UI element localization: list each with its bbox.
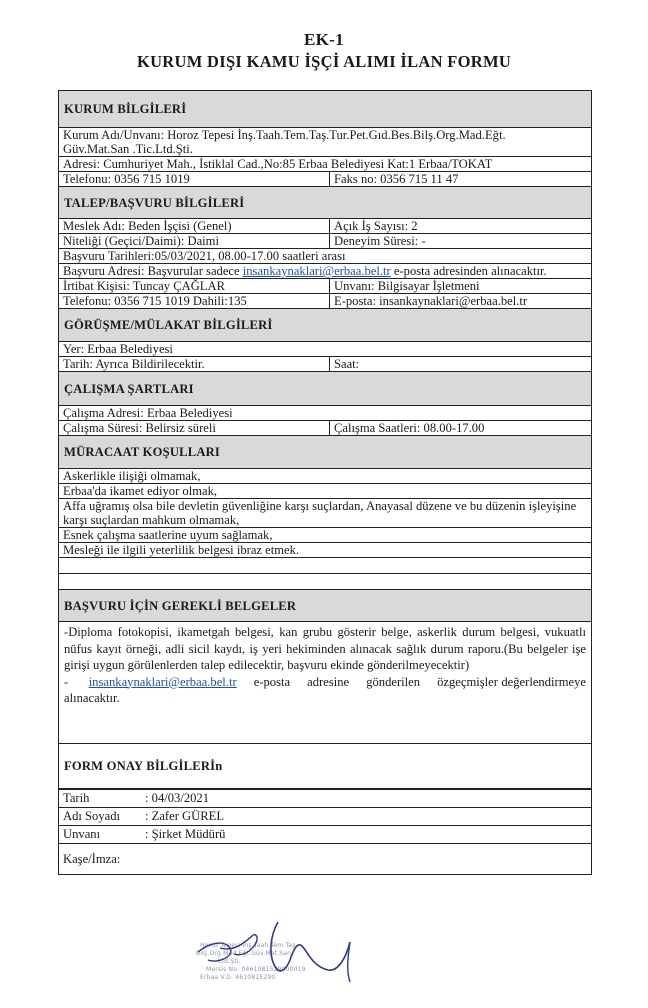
application-email-link[interactable]: insankaynaklari@erbaa.bel.tr [242, 264, 391, 278]
talep-row-4 [59, 264, 591, 279]
form-annex-label: EK-1 [304, 30, 344, 49]
section-gorusme-title: GÖRÜŞME/MÜLAKAT BİLGİLERİ [64, 318, 273, 332]
approval-name-row [59, 808, 591, 826]
condition-row [59, 543, 591, 558]
work-address: Çalışma Adresi: Erbaa Belediyesi [63, 406, 233, 420]
kurum-address: Adresi: Cumhuriyet Mah., İstiklal Cad.,No:85 Erbaa Belediyesi Kat:1 Erbaa/TOKAT [63, 157, 493, 171]
section-belgeler-title: BAŞVURU İÇİN GEREKLİ BELGELER [64, 598, 297, 613]
talep-row-3 [59, 249, 591, 264]
kurum-name-line1: Kurum Adı/Unvanı: Horoz Tepesi İnş.Taah.Tem.Taş.Tur.Pet.Gıd.Bes.Bilş.Org.Mad.Eğt. [63, 128, 506, 142]
condition-row [59, 528, 591, 543]
documents-row [59, 622, 591, 744]
talep-row-6 [59, 294, 591, 309]
approval-signature-row [59, 844, 591, 874]
approval-signature-label: Kaşe/İmza: [63, 851, 121, 866]
interview-time: Saat: [329, 357, 591, 371]
stamp-line: Horoz Tepesi İnş.Taah.Tem.Taş. [200, 942, 298, 949]
kurum-phone: Telefonu: 0356 715 1019 [63, 172, 190, 186]
condition-row [59, 484, 591, 499]
work-hours: Çalışma Saatleri: 08.00-17.00 [329, 421, 591, 435]
section-muracaat-title: MÜRACAAT KOŞULLARI [64, 445, 221, 459]
calisma-row-1 [59, 406, 591, 421]
application-address [59, 264, 591, 278]
work-duration: Çalışma Süresi: Belirsiz süreli [63, 421, 216, 435]
condition-row [59, 469, 591, 484]
stamp-line: Bilş.Org.Mad.Eğt.Güv.Mat.San. [196, 950, 294, 957]
section-talep [59, 187, 591, 219]
form-title: KURUM DIŞI KAMU İŞÇİ ALIMI İLAN FORMU [136, 52, 512, 71]
section-calisma [59, 372, 591, 406]
condition-row-empty [59, 574, 591, 590]
condition-item: Affa uğramış olsa bile devletin güvenliğine karşı suçlardan, Anayasal düzene ve bu düzenin işleyişine karşı suçlardan mahkum olmamak, [63, 499, 577, 527]
kurum-contact-row [59, 172, 591, 187]
condition-item: Mesleği ile ilgili yeterlilik belgesi ibraz etmek. [63, 543, 300, 557]
contact-title: Unvanı: Bilgisayar İşletmeni [329, 279, 591, 293]
documents-paragraph: -Diploma fotokopisi, ikametgah belgesi, kan grubu gösterir belge, askerlik durum belgesi, vukuatlı nüfus kayıt örneği, adli sicil kaydı, iş yeri hekiminden alınacak sağlık durum raporu.(Bu belgeler işe girişi uygun görülenlerden talep edilecektir, başvuru ekinde gönderilmeyecektir) [64, 625, 586, 672]
application-address-text: Başvuru Adresi: Başvurular sadece [63, 264, 243, 278]
condition-row-empty [59, 558, 591, 574]
talep-row-5 [59, 279, 591, 294]
contact-person: İrtibat Kişisi: Tuncay ÇAĞLAR [63, 279, 225, 293]
announcement-form [58, 90, 592, 875]
contact-email: E-posta: insankaynaklari@erbaa.bel.tr [329, 294, 591, 308]
kurum-fax: Faks no: 0356 715 11 47 [329, 172, 591, 186]
approval-title-row [59, 826, 591, 844]
interview-date: Tarih: Ayrıca Bildirilecektir. [63, 357, 205, 371]
approval-title-value: : Şirket Müdürü [145, 827, 226, 841]
kurum-address-row [59, 157, 591, 172]
experience: Deneyim Süresi: - [329, 234, 591, 248]
talep-row-2 [59, 234, 591, 249]
section-onay [59, 744, 591, 789]
application-dates: Başvuru Tarihleri:05/03/2021, 08.00-17.00 saatleri arası [63, 249, 346, 263]
section-muracaat [59, 436, 591, 469]
calisma-row-2 [59, 421, 591, 436]
kurum-name [59, 128, 591, 156]
kurum-name-line2: Güv.Mat.San .Tic.Ltd.Şti. [63, 142, 193, 156]
section-talep-title: TALEP/BAŞVURU BİLGİLERİ [64, 195, 245, 210]
talep-row-1 [59, 219, 591, 234]
contact-phone: Telefonu: 0356 715 1019 Dahili:135 [63, 294, 247, 308]
gorusme-row-2 [59, 357, 591, 372]
bullet-dash: - [64, 674, 89, 689]
approval-date-value: : 04/03/2021 [145, 791, 210, 805]
approval-date-label: Tarih [63, 791, 90, 805]
condition-item: Erbaa'da ikamet ediyor olmak, [63, 484, 218, 498]
documents-email-paragraph [64, 674, 590, 707]
section-gorusme [59, 309, 591, 342]
application-address-suffix: e-posta adresinden alınacaktır. [390, 264, 547, 278]
kurum-name-row [59, 128, 591, 157]
required-documents [59, 622, 591, 743]
stamp-line: Ltd.Şti. [218, 958, 241, 965]
documents-email-suffix: e-posta adresine gönderilen özgeçmişler değerlendirmeye alınacaktır. [64, 674, 590, 705]
interview-place: Yer: Erbaa Belediyesi [63, 342, 173, 356]
section-belgeler [59, 590, 591, 622]
condition-item: Esnek çalışma saatlerine uyum sağlamak, [63, 528, 273, 542]
gorusme-row-1 [59, 342, 591, 357]
stamp-line: Mersis No: 0461081529000019 [206, 966, 306, 973]
job-type: Niteliği (Geçici/Daimi): Daimi [63, 234, 219, 248]
approval-date-row [59, 789, 591, 808]
section-kurum [59, 91, 591, 128]
open-positions: Açık İş Sayısı: 2 [329, 219, 591, 233]
approval-title-label: Unvanı [63, 827, 101, 841]
condition-item: Askerlikle ilişiği olmamak, [63, 469, 201, 483]
approval-name-value: : Zafer GÜREL [145, 809, 225, 823]
occupation: Meslek Adı: Beden İşçisi (Genel) [63, 219, 232, 233]
documents-email-link[interactable]: insankaynaklari@erbaa.bel.tr [88, 674, 237, 689]
approval-name-label: Adı Soyadı [63, 809, 121, 823]
condition-row [59, 499, 591, 528]
section-onay-title: FORM ONAY BİLGİLERİn [64, 758, 223, 773]
stamp-line: Erbaa V.D. 4610815290 [200, 974, 276, 981]
section-kurum-title: KURUM BİLGİLERİ [64, 102, 187, 116]
section-calisma-title: ÇALIŞMA ŞARTLARI [64, 381, 194, 396]
